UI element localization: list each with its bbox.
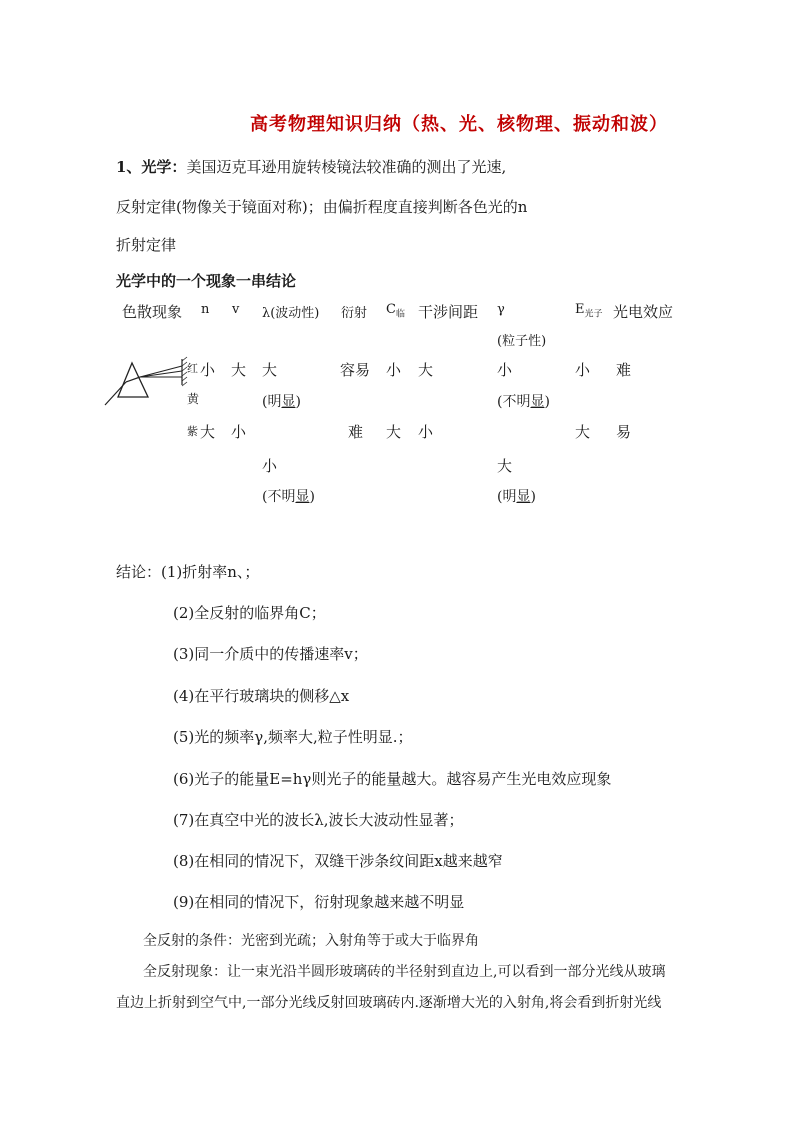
row-violet-n: 大	[200, 423, 216, 441]
row-red-n: 小	[200, 361, 216, 379]
header-photoelectric: 光电效应	[613, 303, 674, 321]
conclusion-item-4: (4)在平行玻璃块的侧移△x	[173, 687, 350, 705]
prism-diagram	[100, 355, 200, 411]
row-violet-photoelectric: 易	[616, 423, 632, 441]
row-red-lambda: 大	[262, 361, 278, 379]
header-c-sub: 临	[395, 309, 405, 320]
conclusion-item-7: (7)在真空中光的波长λ,波长大波动性显著；	[173, 811, 464, 829]
section1-line1-text: 美国迈克耳逊用旋转棱镜法较准确的测出了光速,	[186, 158, 507, 176]
row-red-diffraction: 容易	[340, 361, 371, 379]
header-v: v	[232, 302, 240, 317]
conclusions-intro: 结论：(1)折射率n、；	[116, 563, 260, 581]
row-red-c: 小	[386, 361, 402, 379]
row-violet-diffraction: 难	[348, 423, 364, 441]
incident-ray	[105, 382, 126, 405]
total-reflection-condition: 全反射的条件：光密到光疏；入射角等于或大于临界角	[143, 933, 479, 949]
row-violet-gamma-note: (明显)	[497, 489, 536, 505]
row-violet-gamma: 大	[497, 457, 513, 475]
header-lambda: λ(波动性)	[262, 306, 320, 321]
row-red-gamma-note-u: 显	[530, 394, 545, 410]
section1-line1	[116, 156, 506, 177]
row-violet-label: 紫	[187, 425, 198, 438]
section1-heading: 1、光学：	[116, 158, 187, 176]
row-red-lambda-note-u: 显	[281, 394, 296, 410]
row-red-interference: 大	[418, 361, 434, 379]
row-violet-lambda-note: (不明显)	[262, 489, 315, 505]
header-e-sub: 光子	[584, 309, 603, 320]
section1-line2: 反射定律(物像关于镜面对称)；由偏折程度直接判断各色光的n	[116, 198, 528, 216]
row-violet-gamma-note-u: 显	[516, 489, 531, 505]
row-red-label: 红	[187, 362, 198, 375]
conclusion-item-8: (8)在相同的情况下，双缝干涉条纹间距x越来越窄	[173, 852, 503, 870]
row-red-v: 大	[231, 361, 247, 379]
conclusion-item-6: (6)光子的能量E=hγ则光子的能量越大。越容易产生光电效应现象	[173, 770, 612, 788]
row-red-e: 小	[575, 361, 591, 379]
header-c	[386, 302, 405, 320]
row-red-lambda-note: (明显)	[262, 394, 301, 410]
row-violet-lambda: 小	[262, 457, 278, 475]
header-e	[575, 302, 603, 320]
row-violet-lambda-note-u: 显	[295, 489, 310, 505]
section1-line3: 折射定律	[116, 236, 177, 254]
row-red-gamma-note: (不明显)	[497, 394, 550, 410]
refracted-ray	[126, 377, 140, 382]
conclusion-item-2: (2)全反射的临界角C；	[173, 604, 326, 622]
row-violet-v: 小	[231, 423, 247, 441]
header-gamma-note: (粒子性)	[497, 334, 547, 349]
header-gamma: γ	[497, 302, 505, 317]
row-red-gamma: 小	[497, 361, 513, 379]
total-reflection-phenomenon-line1: 全反射现象：让一束光沿半圆形玻璃砖的半径射到直边上,可以看到一部分光线从玻璃	[143, 964, 666, 980]
header-interference: 干涉间距	[418, 303, 479, 321]
header-dispersion: 色散现象	[122, 303, 183, 321]
section1-subheading: 光学中的一个现象一串结论	[116, 272, 297, 290]
total-reflection-phenomenon-line2: 直边上折射到空气中,一部分光线反射回玻璃砖内.逐渐增大光的入射角,将会看到折射光线	[116, 995, 662, 1011]
row-red-photoelectric: 难	[616, 361, 632, 379]
header-n: n	[201, 302, 210, 317]
row-violet-c: 大	[386, 423, 402, 441]
conclusion-item-5: (5)光的频率γ,频率大,粒子性明显.；	[173, 728, 413, 746]
header-c-main: C	[386, 302, 396, 317]
header-e-main: E	[575, 302, 585, 317]
row-violet-e: 大	[575, 423, 591, 441]
page-title: 高考物理知识归纳（热、光、核物理、振动和波）	[250, 114, 668, 135]
row-yellow-label: 黄	[187, 392, 200, 406]
conclusion-item-9: (9)在相同的情况下，衍射现象越来越不明显	[173, 893, 465, 911]
row-violet-interference: 小	[418, 423, 434, 441]
conclusion-item-3: (3)同一介质中的传播速率v；	[173, 645, 368, 663]
header-diffraction: 衍射	[341, 306, 368, 321]
